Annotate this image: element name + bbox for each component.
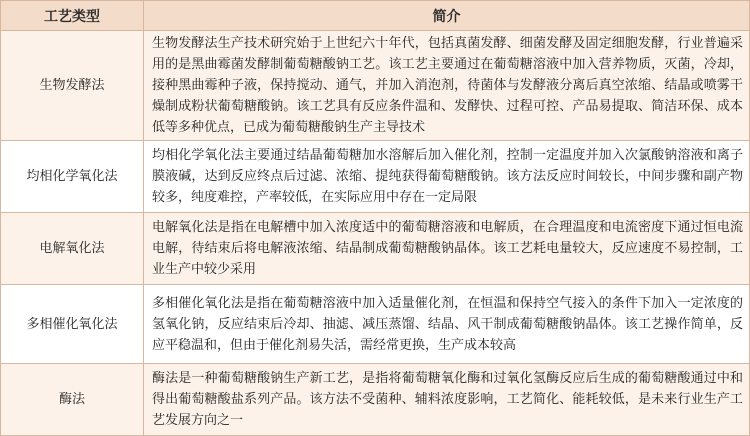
process-intro-cell: 多相催化氧化法是指在葡萄糖溶液中加入适量催化剂，在恒温和保持空气接入的条件下加入一定浓度的氢氧化钠，反应结束后冷却、抽滤、减压蒸馏、结晶、风干制成葡萄糖酸钠晶体。该工艺操作简单，反应平稳温和，但由于催化剂易失活，需经常更换，生产成本较高 <box>144 285 750 364</box>
process-intro-cell: 均相化学氧化法主要通过结晶葡萄糖加水溶解后加入催化剂，控制一定温度并加入次氯酸钠溶液和离子膜液碱，达到反应终点后过滤、浓缩、提纯获得葡萄糖酸钠。该方法反应时间较长，中间步骤和副产物较多，纯度难控，产率较低，在实际应用中存在一定局限 <box>144 141 750 213</box>
header-process-type: 工艺类型 <box>1 1 144 31</box>
process-type-cell: 酶法 <box>1 364 144 436</box>
table-row <box>1 285 750 364</box>
process-intro-cell: 生物发酵法生产技术研究始于上世纪六十年代，包括真菌发酵、细菌发酵及固定细胞发酵，行业普遍采用的是黑曲霉菌发酵制葡萄糖酸钠工艺。该工艺主要通过在葡萄糖溶液中加入营养物质，灭菌，冷却，接种黑曲霉种子液，保持搅动、通气，并加入消泡剂，待菌体与发酵液分离后真空浓缩、结晶或喷雾干燥制成粉状葡萄糖酸钠。该工艺具有反应条件温和、发酵快、过程可控、产品易提取、简洁环保、成本低等多种优点，已成为葡萄糖酸钠生产主导技术 <box>144 31 750 141</box>
table-row <box>1 141 750 213</box>
table-row <box>1 364 750 436</box>
process-type-cell: 均相化学氧化法 <box>1 141 144 213</box>
header-introduction: 简介 <box>144 1 750 31</box>
process-type-cell: 生物发酵法 <box>1 31 144 141</box>
process-type-cell: 多相催化氧化法 <box>1 285 144 364</box>
table-row <box>1 31 750 141</box>
process-type-cell: 电解氧化法 <box>1 213 144 285</box>
process-intro-cell: 电解氧化法是指在电解槽中加入浓度适中的葡萄糖溶液和电解质，在合理温度和电流密度下通过恒电流电解，待结束后将电解液浓缩、结晶制成葡萄糖酸钠晶体。该工艺耗电量较大，反应速度不易控制，工业生产中较少采用 <box>144 213 750 285</box>
table-header-row <box>1 1 750 31</box>
process-intro-cell: 酶法是一种葡萄糖酸钠生产新工艺，是指将葡萄糖氧化酶和过氧化氢酶反应后生成的葡萄糖酸通过中和得出葡萄糖酸盐系列产品。该方法不受菌种、辅料浓度影响，工艺简化、能耗较低，是未来行业生产工艺发展方向之一 <box>144 364 750 436</box>
table-row <box>1 213 750 285</box>
